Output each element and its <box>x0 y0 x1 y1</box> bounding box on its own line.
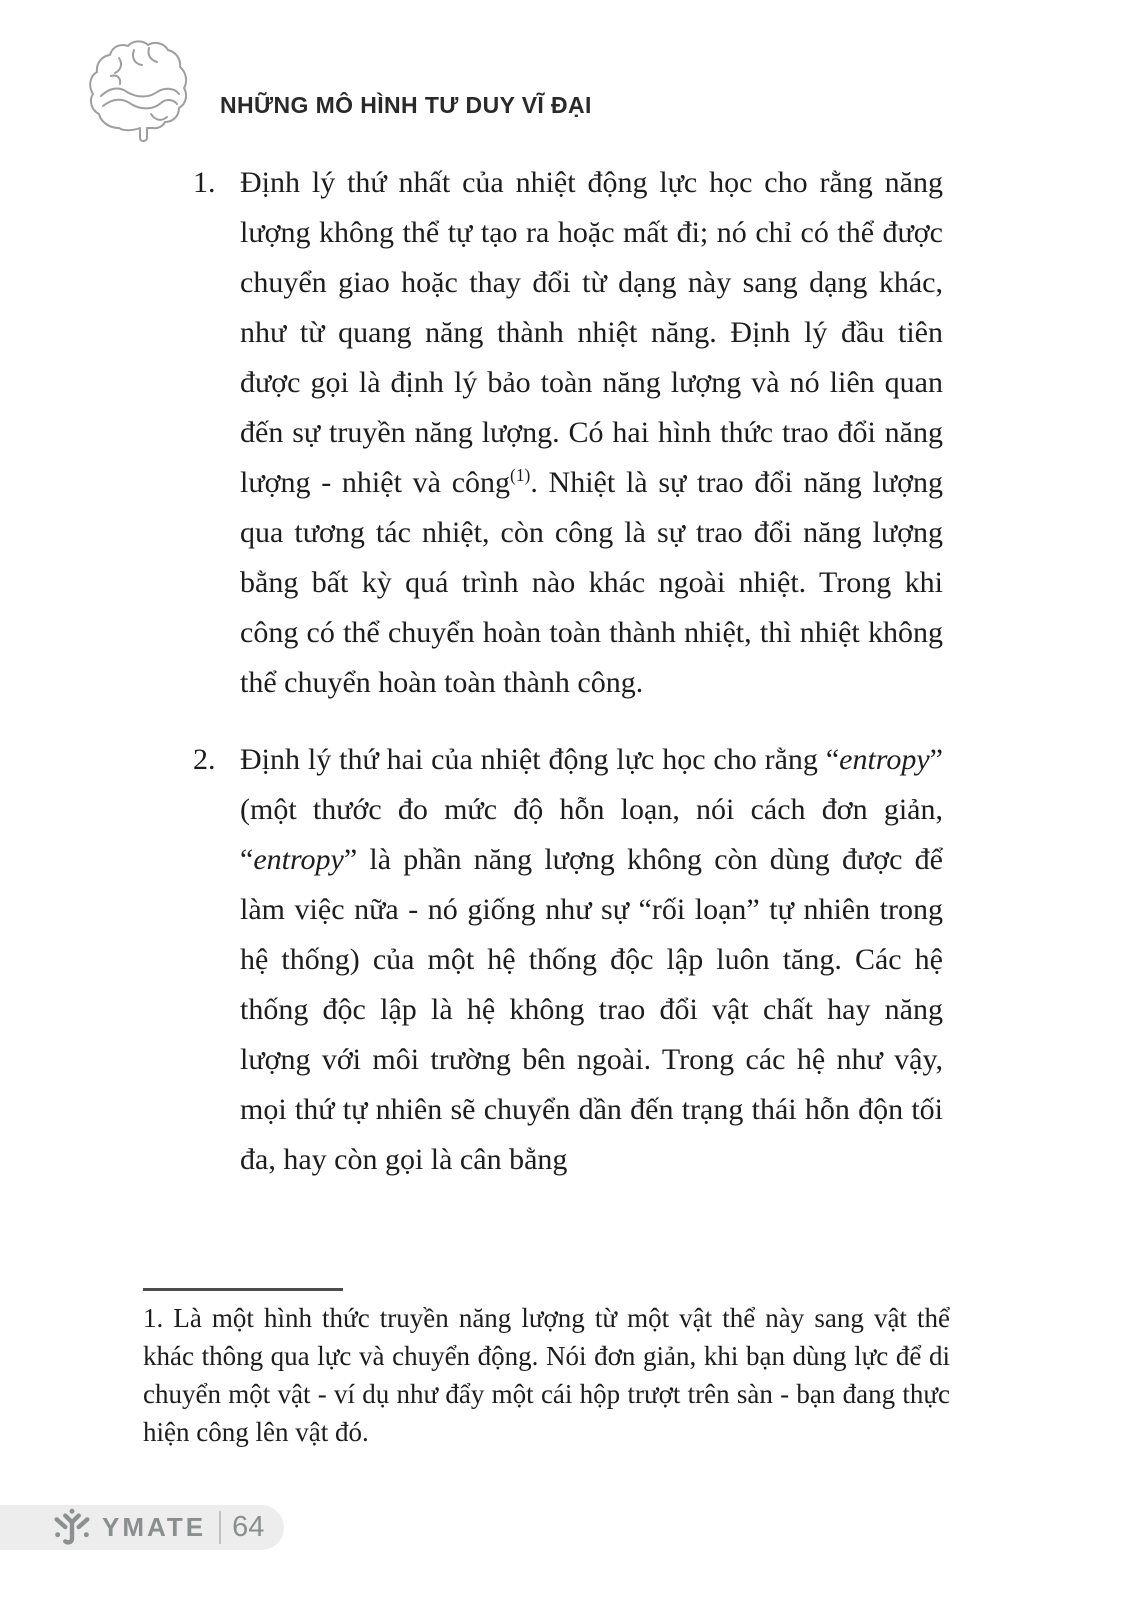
list-item-text: Định lý thứ nhất của nhiệt động lực học cho rằng năng lượng không thể tự tạo ra hoặc mất đi; nó chỉ có thể được chuyển giao hoặc thay đổi từ dạng này sang dạng khác, như từ quang năng thành nhiệt năng. Định lý đầu tiên được gọi là định lý bảo toàn năng lượng và nó liên quan đến sự truyền năng lượng. Có hai hình thức trao đổi năng lượng - nhiệt và công$^{(1)}$. Nhiệt là sự trao đổi năng lượng qua tương tác nhiệt, còn công là sự trao đổi năng lượng bằng bất kỳ quá trình nào khác ngoài nhiệt. Trong khi công có thể chuyển hoàn toàn thành nhiệt, thì nhiệt không thể chuyển hoàn toàn thành công. <box>240 166 943 699</box>
footnote <box>143 1288 950 1451</box>
page-footer-badge <box>0 1505 284 1550</box>
list-item-number: 2. <box>193 743 216 776</box>
footnote-text: 1. Là một hình thức truyền năng lượng từ một vật thể này sang vật thể khác thông qua lực và chuyển động. Nói đơn giản, khi bạn dùng lực để di chuyển một vật - ví dụ như đẩy một cái hộp trượt trên sàn - bạn đang thực hiện công lên vật đó. <box>143 1303 950 1447</box>
list-item-number: 1. <box>193 166 216 199</box>
footnote-divider <box>143 1288 343 1291</box>
list-item-text: Định lý thứ hai của nhiệt động lực học cho rằng “entropy” (một thước đo mức độ hỗn loạn, nói cách đơn giản, “entropy” là phần năng lượng không còn dùng được để làm việc nữa - nó giống như sự “rối loạn” tự nhiên trong hệ thống) của một hệ thống độc lập luôn tăng. Các hệ thống độc lập là hệ không trao đổi vật chất hay năng lượng với môi trường bên ngoài. Trong các hệ như vậy, mọi thứ tự nhiên sẽ chuyển dần đến trạng thái hỗn độn tối đa, hay còn gọi là cân bằng <box>240 743 943 1176</box>
brain-icon <box>88 40 190 148</box>
list-item-1 <box>193 158 943 708</box>
page-body <box>193 158 943 1212</box>
brand-name: YMATE <box>102 1512 207 1542</box>
page-header <box>88 40 592 148</box>
running-header-title: NHỮNG MÔ HÌNH TƯ DUY VĨ ĐẠI <box>220 92 592 118</box>
footer-divider <box>219 1511 221 1544</box>
page-number: 64 <box>232 1511 265 1543</box>
ymate-logo-icon <box>50 1506 94 1550</box>
list-item-2 <box>193 735 943 1185</box>
